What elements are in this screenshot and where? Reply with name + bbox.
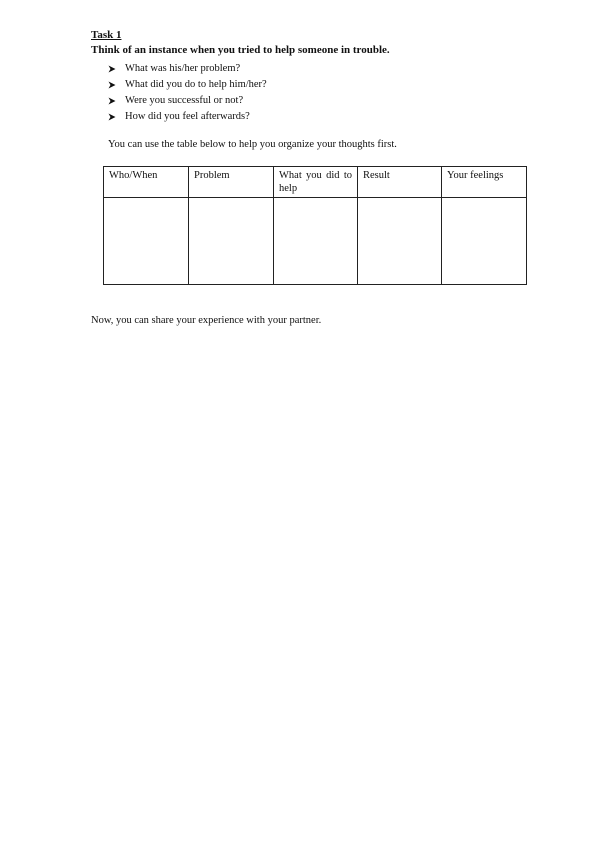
question-text: What did you do to help him/her? <box>125 79 267 90</box>
closing-instruction: Now, you can share your experience with your partner. <box>91 315 322 326</box>
table-cell[interactable] <box>189 198 274 285</box>
header-your-feelings: Your feelings <box>442 167 527 198</box>
arrowhead-bullet-icon <box>108 65 116 73</box>
question-item <box>108 109 267 125</box>
table-intro-text: You can use the table below to help you organize your thoughts first. <box>108 139 397 150</box>
arrowhead-bullet-icon <box>108 113 116 121</box>
question-item <box>108 93 267 109</box>
table-header-row <box>104 167 527 198</box>
header-result: Result <box>358 167 442 198</box>
table-cell[interactable] <box>274 198 358 285</box>
arrowhead-bullet-icon <box>108 81 116 89</box>
question-text: What was his/her problem? <box>125 63 241 74</box>
question-item <box>108 61 267 77</box>
question-list <box>108 61 267 125</box>
header-who-when: Who/When <box>104 167 189 198</box>
question-text: How did you feel afterwards? <box>125 111 250 122</box>
table-cell[interactable] <box>358 198 442 285</box>
header-what-you-did: What you did to help <box>274 167 358 198</box>
header-problem: Problem <box>189 167 274 198</box>
table-cell[interactable] <box>104 198 189 285</box>
table-cell[interactable] <box>442 198 527 285</box>
table-row <box>104 198 527 285</box>
task-heading: Task 1 <box>91 29 122 41</box>
question-text: Were you successful or not? <box>125 95 244 106</box>
task-prompt: Think of an instance when you tried to help someone in trouble. <box>91 44 390 56</box>
arrowhead-bullet-icon <box>108 97 116 105</box>
organizer-table <box>103 166 527 285</box>
question-item <box>108 77 267 93</box>
